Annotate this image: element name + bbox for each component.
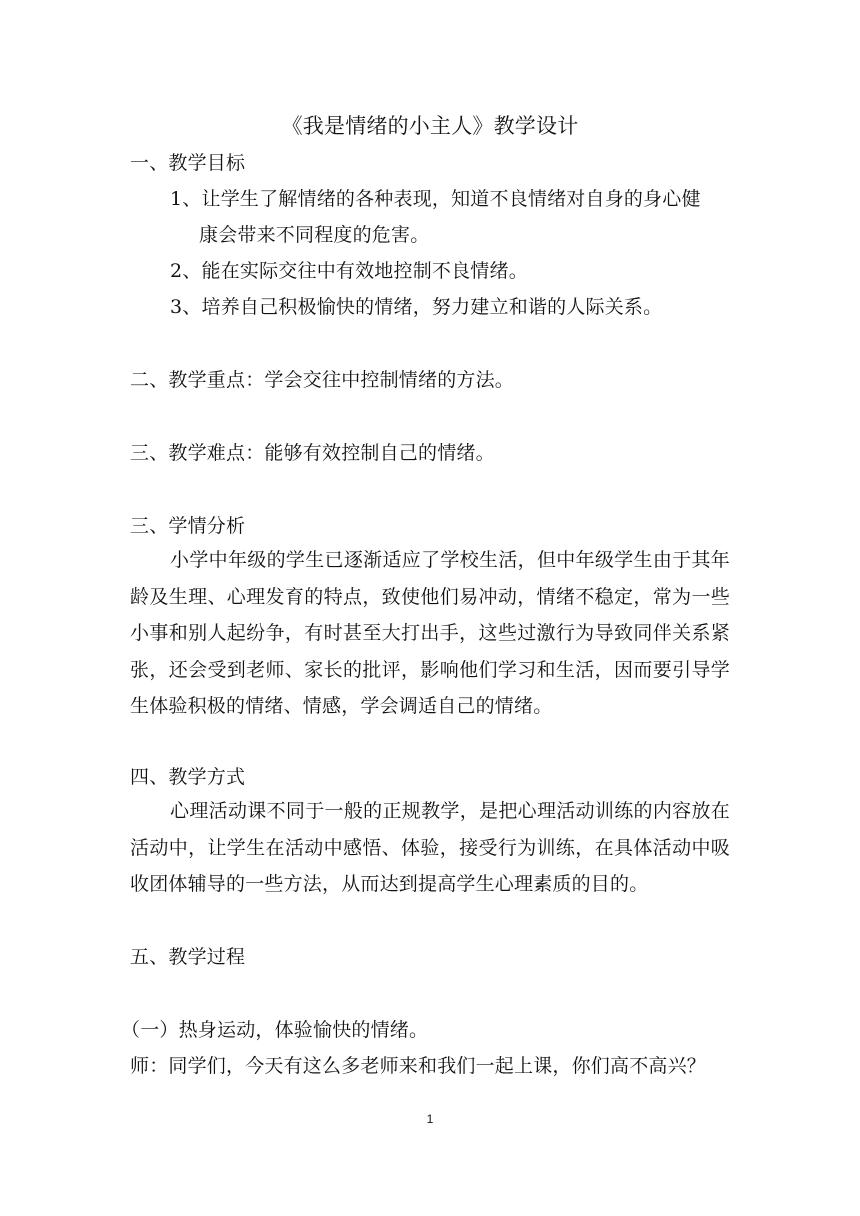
objective-item-2: 2、能在实际交往中有效地控制不良情绪。 [170,260,528,282]
difficulty-line: 三、教学难点：能够有效控制自己的情绪。 [130,442,495,464]
page-number: 1 [426,1112,434,1126]
analysis-heading: 三、学情分析 [130,515,246,537]
objective-item-1-line-2: 康会带来不同程度的危害。 [199,224,430,246]
analysis-paragraph: 小学中年级的学生已逐渐适应了学校生活，但中年级学生由于其年龄及生理、心理发育的特点，致使他们易冲动，情绪不稳定，常为一些小事和别人起纷争，有时甚至大打出手，这些过激行为导致同伴关系紧张，还会受到老师、家长的批评，影响他们学习和生活，因而要引导学生体验积极的情绪、情感，学会调适自己的情绪。 [130,549,730,717]
process-heading: 五、教学过程 [130,946,246,968]
objectives-heading: 一、教学目标 [130,152,246,174]
objective-item-1-line-1: 1、让学生了解情绪的各种表现，知道不良情绪对自身的身心健 [170,188,701,210]
objective-item-3: 3、培养自己积极愉快的情绪，努力建立和谐的人际关系。 [170,296,663,318]
document-title: 《我是情绪的小主人》教学设计 [281,114,579,138]
key-point-line: 二、教学重点：学会交往中控制情绪的方法。 [130,369,515,391]
teacher-line: 师：同学们，今天有这么多老师来和我们一起上课，你们高不高兴？ [130,1055,707,1077]
process-sub-1: （一）热身运动，体验愉快的情绪。 [121,1019,429,1041]
method-paragraph: 心理活动课不同于一般的正规教学，是把心理活动训练的内容放在活动中，让学生在活动中感悟、体验，接受行为训练，在具体活动中吸收团体辅导的一些方法，从而达到提高学生心理素质的目的。 [130,800,730,895]
method-heading: 四、教学方式 [130,766,246,788]
